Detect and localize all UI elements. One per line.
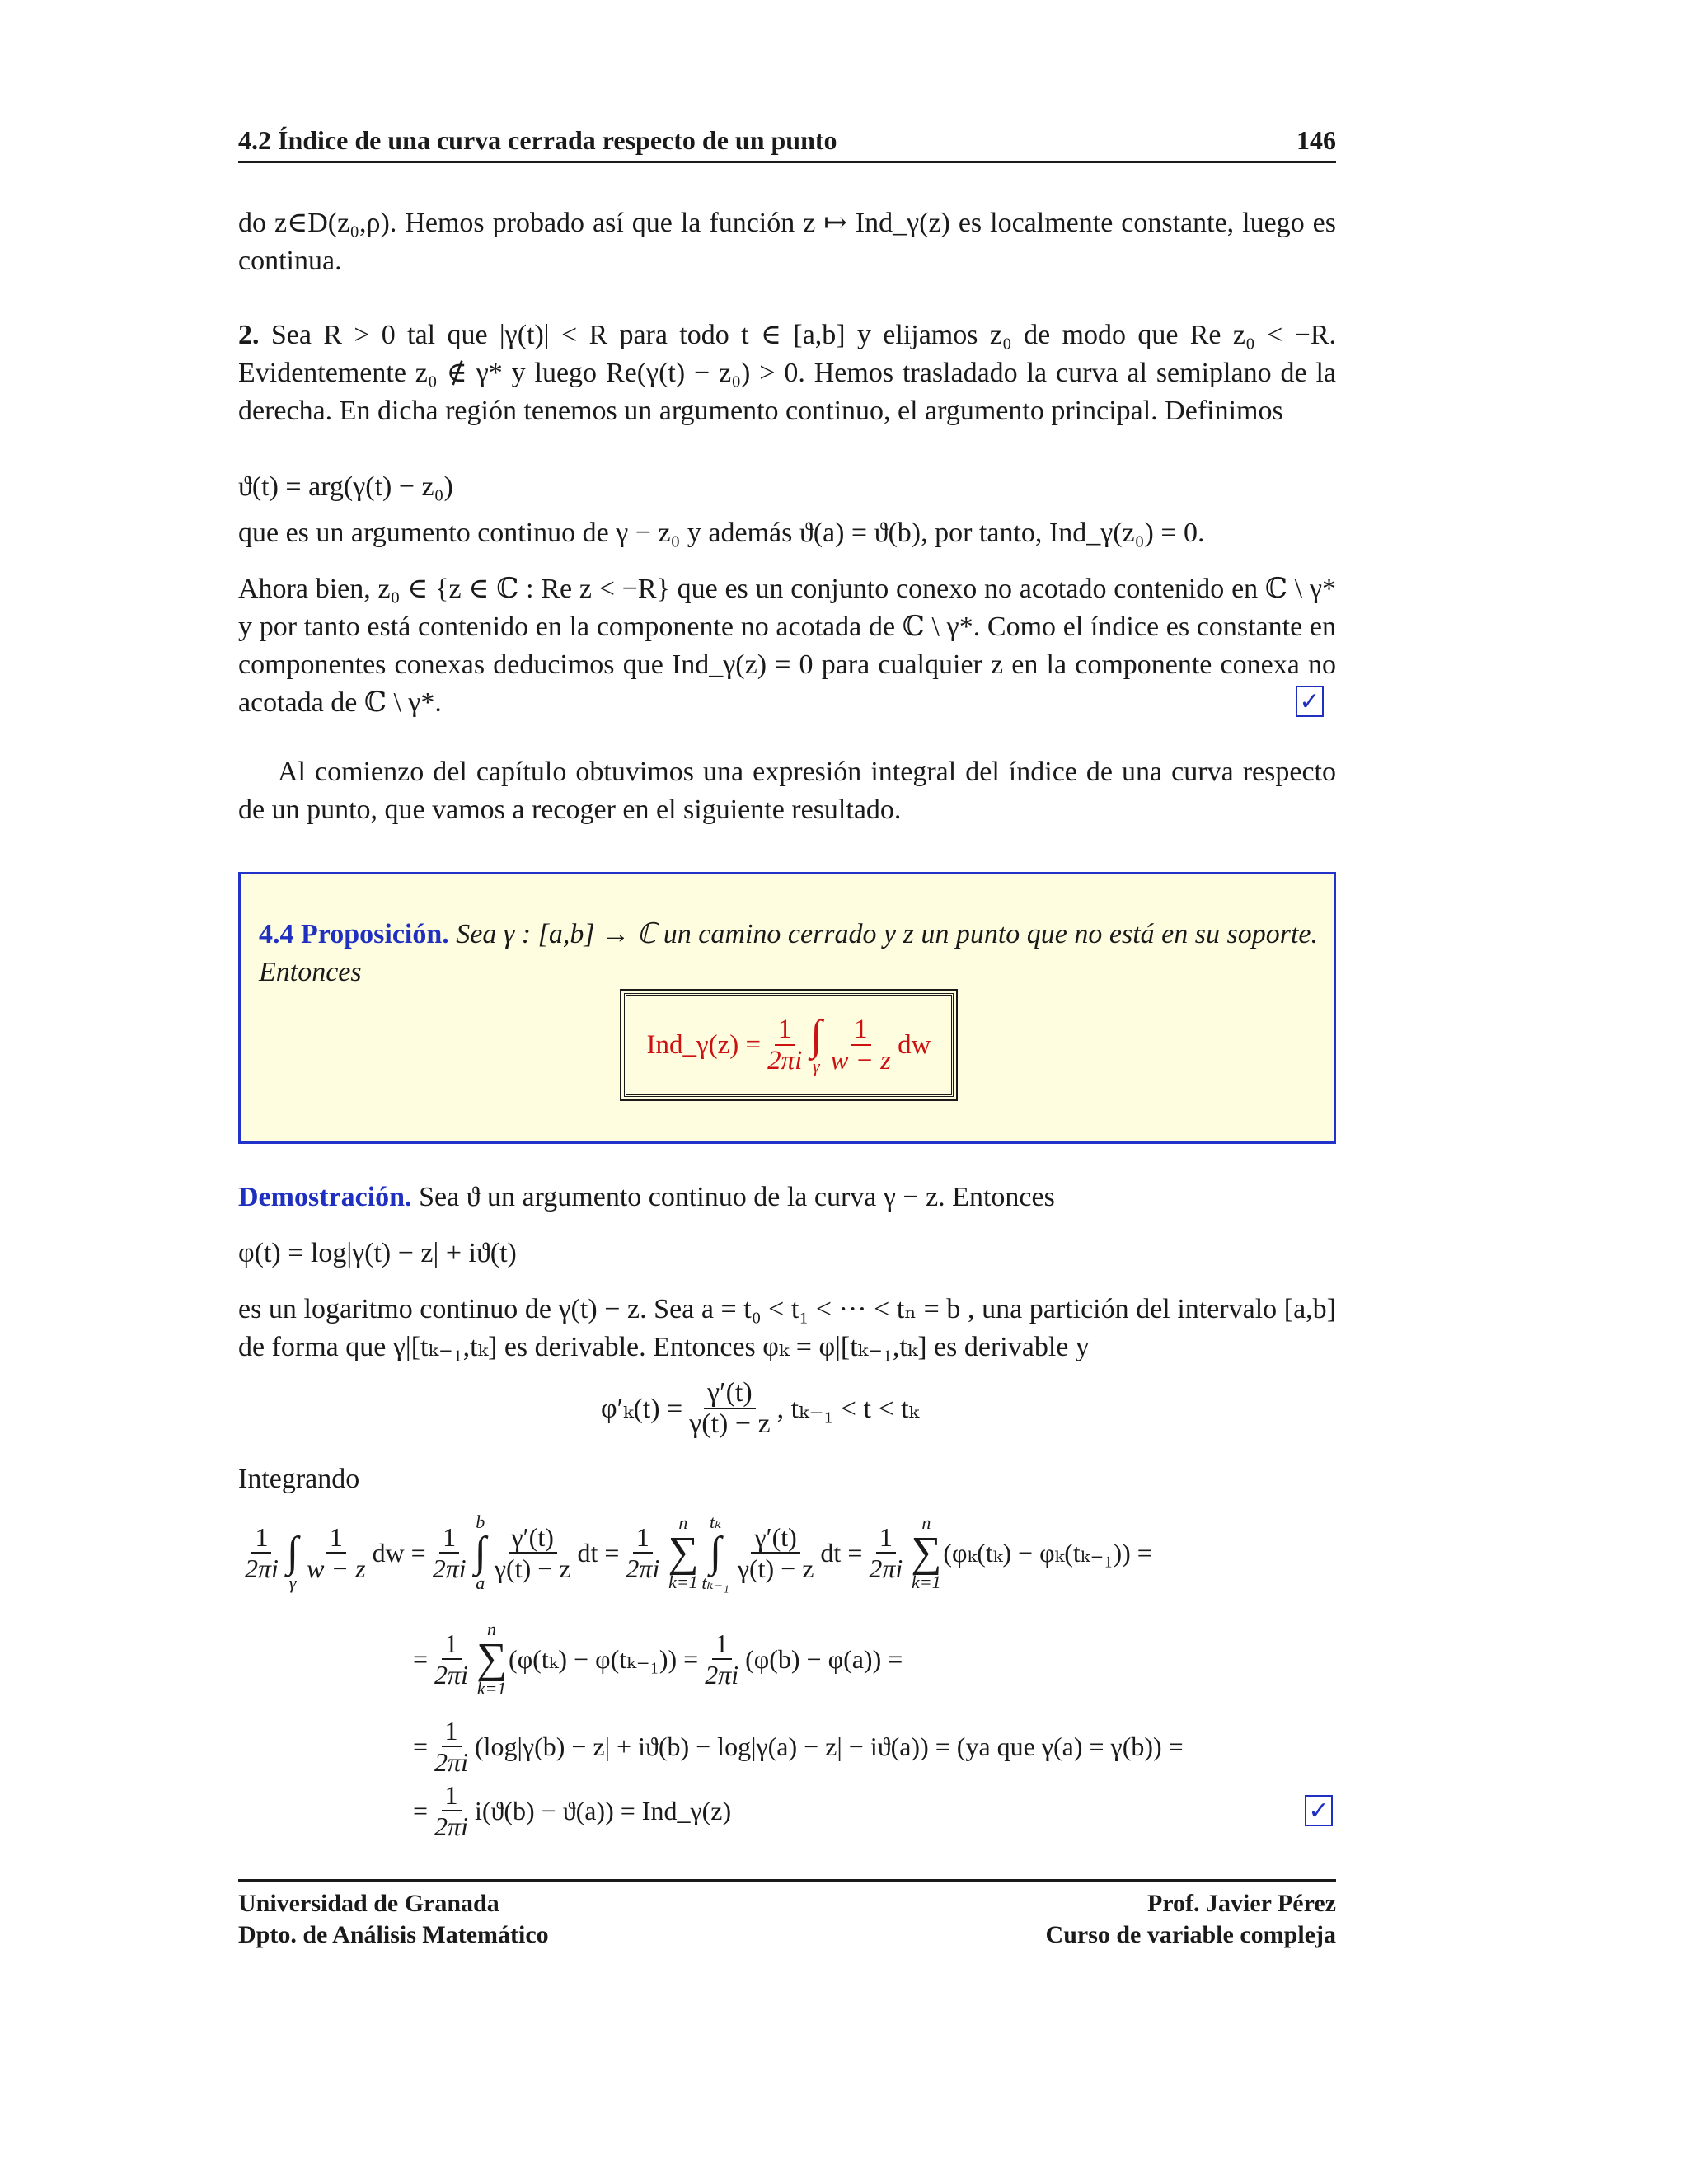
footer-right: Prof. Javier Pérez Curso de variable compleja (1045, 1890, 1336, 1948)
proposition-box (238, 872, 1336, 1144)
differential-dw: dw (898, 1029, 931, 1060)
paragraph-continuation: do z∈D(z₀,ρ). Hemos probado así que la función z ↦ Ind_γ(z) es localmente constante, luego es continua. (238, 208, 1336, 276)
proposition-text: Sea γ : [a,b] → ℂ un camino cerrado y z un punto que no está en su soporte. Entonces (259, 919, 1318, 987)
end-of-case-checkmark-icon: ✓ (1296, 686, 1324, 717)
end-of-proof-checkmark-icon: ✓ (1305, 1795, 1333, 1826)
proposition-label: 4.4 Proposición. (259, 919, 449, 949)
paragraph-argument: que es un argumento continuo de γ − z₀ y además ϑ(a) = ϑ(b), por tanto, Ind_γ(z₀) = 0. (238, 518, 1205, 548)
proof-label: Demostración. (238, 1182, 412, 1212)
paragraph-intro: Al comienzo del capítulo obtuvimos una expresión integral del índice de una curva respecto de un punto, que vamos a recoger en el siguiente resultado. (238, 757, 1336, 825)
derivation-line-3: = $\frac{1}{2\pi i}$ (log|γ(b) − z| + iϑ(b) − log|γ(a) − z| − iϑ(a)) = (ya que γ(a) = γ(b)) = (413, 1716, 1184, 1777)
proposition-statement (259, 916, 1322, 991)
equation-phi: φ(t) = log|γ(t) − z| + iϑ(t) (238, 1238, 517, 1268)
integrando-label: Integrando (238, 1464, 360, 1494)
page-number: 146 (1296, 125, 1336, 155)
fraction-1-over-2pi-i: $\frac{1}{2\pi i}$ (767, 1015, 803, 1076)
proof-partition-text: es un logaritmo continuo de γ(t) − z. Sea a = t₀ < t₁ < ··· < tₙ = b , una partición del intervalo [a,b] de forma que γ|[tₖ₋₁,tₖ] es derivable. Entonces φₖ = φ|[tₖ₋₁,tₖ] es derivable y (238, 1294, 1336, 1362)
footer-left: Universidad de Granada Dpto. de Análisis Matemático (238, 1890, 549, 1948)
fraction-1-over-w-minus-z: $\frac{1}{w - z}$ (830, 1015, 892, 1076)
section-title: 4.2 Índice de una curva cerrada respecto de un punto (238, 125, 837, 155)
derivation-line-4: = $\frac{1}{2\pi i}$ i(ϑ(b) − ϑ(a)) = Ind_γ(z) (413, 1780, 732, 1841)
paragraph-case-2 (238, 316, 1336, 430)
integral-sign: ∫ γ (810, 1012, 823, 1076)
derivation-line-1: $\frac{1}{2\pi i}$ ∫ γ $\frac{1}{w - z}$ dw = $\frac{1}{2\pi i}$ b ∫ a $\frac{\gamma'(t)}{\gamma(t) - z}$ dt = $\frac{1}{2\pi i}$ n ∑ k=1 tₖ ∫ tₖ₋₁ $\frac{\gamma'(t)}{\gamma(t) - z}$ dt = $\frac{1}{2\pi i}$ n ∑ k=1 (φₖ(tₖ) − φₖ(tₖ₋₁)) = (245, 1511, 1152, 1593)
running-header (238, 124, 1336, 163)
equation-phi-k-derivative: φ′ₖ(t) = $\frac{\gamma'(t)}{\gamma(t) - z}$ , tₖ₋₁ < t < tₖ (601, 1377, 919, 1439)
derivation-line-2: = $\frac{1}{2\pi i}$ n ∑ k=1 (φ(tₖ) − φ(tₖ₋₁)) = $\frac{1}{2\pi i}$ (φ(b) − φ(a)) = (413, 1619, 903, 1699)
paragraph-component: Ahora bien, z₀ ∈ {z ∈ ℂ : Re z < −R} que es un conjunto conexo no acotado contenido en ℂ \ γ* y por tanto está contenido en la componente no acotada de ℂ \ γ*. Como el índice es constante en componentes conexas deducimos que Ind_γ(z) = 0 para cualquier z en la componente conexa no acotada de ℂ \ γ*. (238, 574, 1336, 718)
proof-intro: Demostración. Sea ϑ un argumento continuo de la curva γ − z. Entonces (238, 1182, 1055, 1212)
case-number: 2. (238, 320, 260, 350)
equation-theta: ϑ(t) = arg(γ(t) − z₀) (238, 471, 453, 502)
index-formula (624, 993, 954, 1097)
page-footer (238, 1879, 1336, 1951)
formula-lhs: Ind_γ(z) = (646, 1029, 762, 1060)
case-text: Sea R > 0 tal que |γ(t)| < R para todo t ∈ [a,b] y elijamos z₀ de modo que Re z₀ < −R. Evidentemente z₀ ∉ γ* y luego Re(γ(t) − z₀) > 0. Hemos trasladado la curva al semiplano de la derecha. En dicha región tenemos un argumento continuo, el argumento principal. Definimos (238, 320, 1336, 426)
